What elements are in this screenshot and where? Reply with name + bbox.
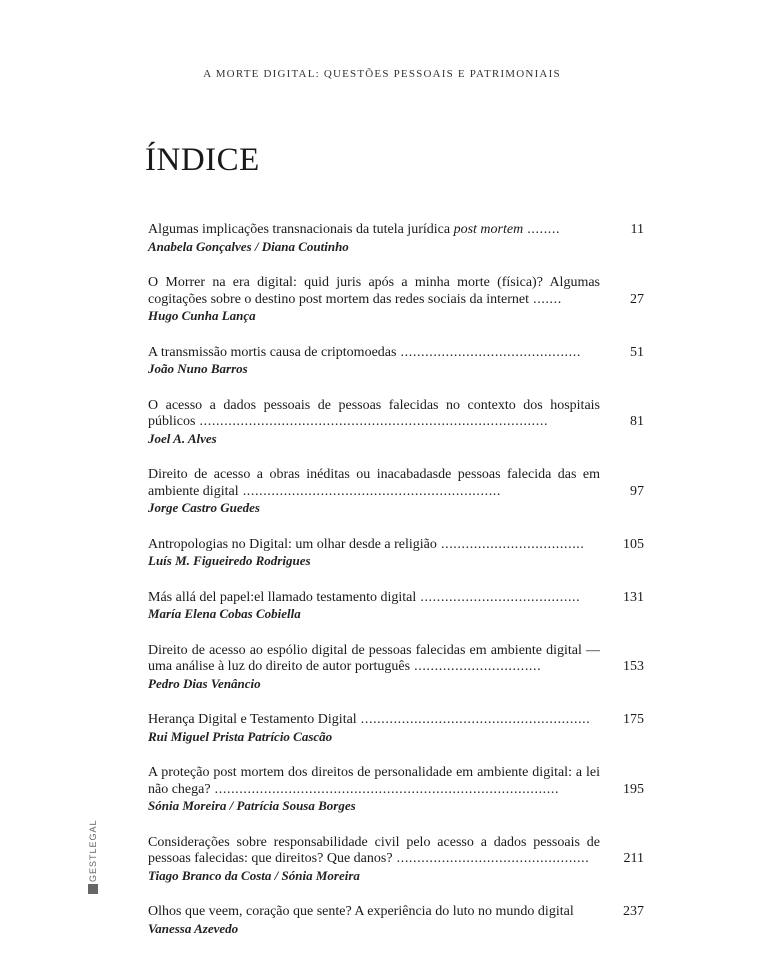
toc-entry-page-number: 175	[623, 712, 644, 727]
toc-entry-title: Más allá del papel:el llamado testamento digital .......................................	[148, 589, 581, 605]
toc-entry[interactable]	[148, 467, 644, 516]
toc-entry-author: Joel A. Alves	[148, 430, 217, 446]
toc-entry[interactable]	[148, 398, 644, 447]
toc-entry-title: Algumas implicações transnacionais da tutela jurídica post mortem ........	[148, 222, 561, 237]
toc-entry[interactable]	[148, 835, 644, 884]
toc-entry[interactable]	[148, 904, 644, 936]
toc-entry-author: João Nuno Barros	[148, 361, 248, 376]
toc-entry-title: A transmissão mortis causa de criptomoedas ............................................	[148, 344, 581, 360]
toc-entry-page-number: 153	[623, 659, 644, 674]
toc-entry-page-number: 11	[630, 222, 644, 237]
toc-entry-page-number: 51	[630, 344, 644, 360]
toc-entry-author: Pedro Dias Venâncio	[148, 675, 261, 691]
toc-entry-page-number: 97	[630, 483, 644, 499]
toc-entry[interactable]	[148, 765, 644, 814]
toc-entry[interactable]	[148, 345, 644, 377]
toc-entry-title: Direito de acesso a obras inéditas ou inacabadasde pessoas falecida das em ambiente digital ...............................................................	[148, 467, 600, 499]
publisher-logo-mark-icon	[88, 884, 98, 894]
toc-entry-author: Vanessa Azevedo	[148, 920, 239, 936]
toc-entry-author: Sónia Moreira / Patrícia Sousa Borges	[148, 798, 356, 813]
toc-entry[interactable]	[148, 712, 644, 744]
toc-entry-page-number: 81	[630, 414, 644, 429]
toc-entry-page-number: 237	[623, 904, 644, 919]
toc-entry-title: Olhos que veem, coração que sente? A experiência do luto no mundo digital	[148, 904, 574, 919]
toc-entry[interactable]	[148, 643, 644, 692]
toc-entry-page-number: 27	[630, 291, 644, 307]
toc-entry[interactable]	[148, 222, 644, 254]
page-title: ÍNDICE	[145, 142, 260, 178]
toc-entry-title: Antropologias no Digital: um olhar desde a religião ...................................	[148, 536, 585, 552]
toc-entry-page-number: 131	[623, 589, 644, 605]
toc-entry-author: Hugo Cunha Lança	[148, 308, 256, 323]
toc-entry[interactable]	[148, 590, 644, 622]
toc-entry-page-number: 211	[623, 851, 644, 866]
toc-entry[interactable]	[148, 537, 644, 569]
toc-entry-author: Luís M. Figueiredo Rodrigues	[148, 553, 311, 568]
toc-entry-page-number: 195	[623, 781, 644, 797]
toc-entry-page-number: 105	[623, 536, 644, 552]
toc-entry-author: María Elena Cobas Cobiella	[148, 606, 301, 621]
publisher-logo	[86, 818, 100, 896]
toc-entry-author: Tiago Branco da Costa / Sónia Moreira	[148, 867, 360, 883]
toc-entry-author: Rui Miguel Prista Patrício Cascão	[148, 728, 333, 744]
toc-entry-author: Jorge Castro Guedes	[148, 500, 260, 515]
toc-entry-title: O acesso a dados pessoais de pessoas falecidas no contexto dos hospitais públicos .....................................................................................	[148, 397, 600, 429]
publisher-logo-text: GESTLEGAL	[88, 819, 98, 882]
toc-entry-title: Direito de acesso ao espólio digital de pessoas falecidas em ambiente digital — uma análise à luz do direito de autor português ...............................	[148, 642, 600, 674]
toc-entry-author: Anabela Gonçalves / Diana Coutinho	[148, 238, 349, 254]
running-header: A MORTE DIGITAL: QUESTÕES PESSOAIS E PATRIMONIAIS	[203, 68, 561, 80]
toc-entry-title: Considerações sobre responsabilidade civil pelo acesso a dados pessoais de pessoas falecidas: que direitos? Que danos? ...............................................	[148, 834, 600, 866]
toc-entry[interactable]	[148, 275, 644, 324]
toc-entry-title: A proteção post mortem dos direitos de personalidade em ambiente digital: a lei não chega? ....................................................................................	[148, 765, 600, 797]
table-of-contents	[148, 222, 644, 957]
toc-entry-title: O Morrer na era digital: quid juris após a minha morte (física)? Algumas cogitações sobre o destino post mortem das redes sociais da internet .......	[148, 275, 600, 307]
toc-entry-title: Herança Digital e Testamento Digital ........................................................	[148, 712, 591, 727]
